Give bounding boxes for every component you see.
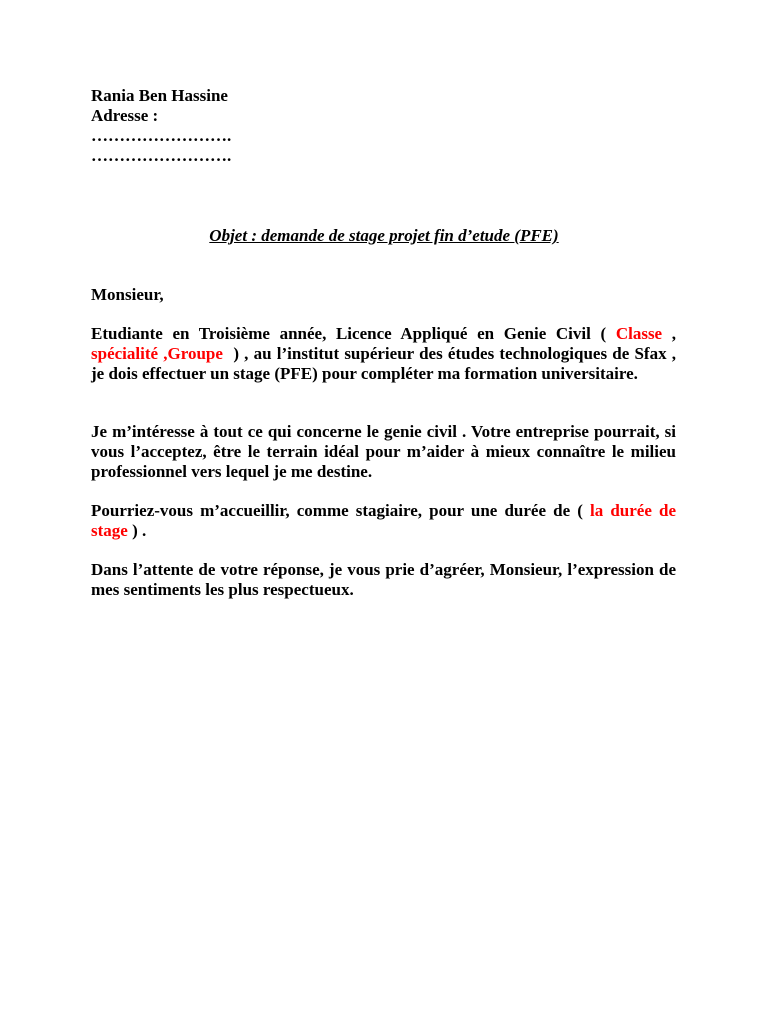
separator-1: , [671, 324, 677, 343]
placeholder-specialite-groupe [91, 344, 223, 363]
salutation: Monsieur, [91, 285, 164, 304]
address-line-1: ……………………. [91, 126, 232, 145]
address-line-2: ……………………. [91, 146, 232, 165]
separator-2: , [163, 344, 168, 363]
paragraph-4: Dans l’attente de votre réponse, je vous prie d’agréer, Monsieur, l’expression de mes sentiments les plus respectueux. [91, 560, 676, 599]
paragraph-1 [91, 324, 676, 384]
paragraph-3-end: ) . [132, 521, 147, 540]
subject-line [0, 226, 768, 246]
paragraph-3-intro: Pourriez-vous m’accueillir, comme stagiaire, pour une durée de ( [91, 501, 583, 520]
paragraph-1-rest: ) , au l’institut supérieur des études technologiques de Sfax , je dois effectuer un stage (PFE) pour compléter ma formation universitaire. [91, 344, 677, 383]
paragraph-1-intro: Etudiante en Troisième année, Licence Appliqué en Genie Civil ( [91, 324, 607, 343]
placeholder-classe: Classe [615, 324, 663, 343]
subject-text: Objet : demande de stage projet fin d’etude (PFE) [209, 226, 559, 245]
paragraph-2: Je m’intéresse à tout ce qui concerne le genie civil . Votre entreprise pourrait, si vous l’acceptez, être le terrain idéal pour m’aider à mieux connaître le milieu professionnel vers lequel je me destine. [91, 422, 676, 481]
placeholder-specialite: spécialité [91, 344, 159, 363]
placeholder-duree: la durée de stage [91, 501, 677, 540]
sender-block [91, 86, 231, 166]
placeholder-groupe: Groupe [167, 344, 223, 363]
address-label: Adresse : [91, 106, 159, 125]
paragraph-3 [91, 501, 676, 541]
sender-name: Rania Ben Hassine [91, 86, 228, 105]
